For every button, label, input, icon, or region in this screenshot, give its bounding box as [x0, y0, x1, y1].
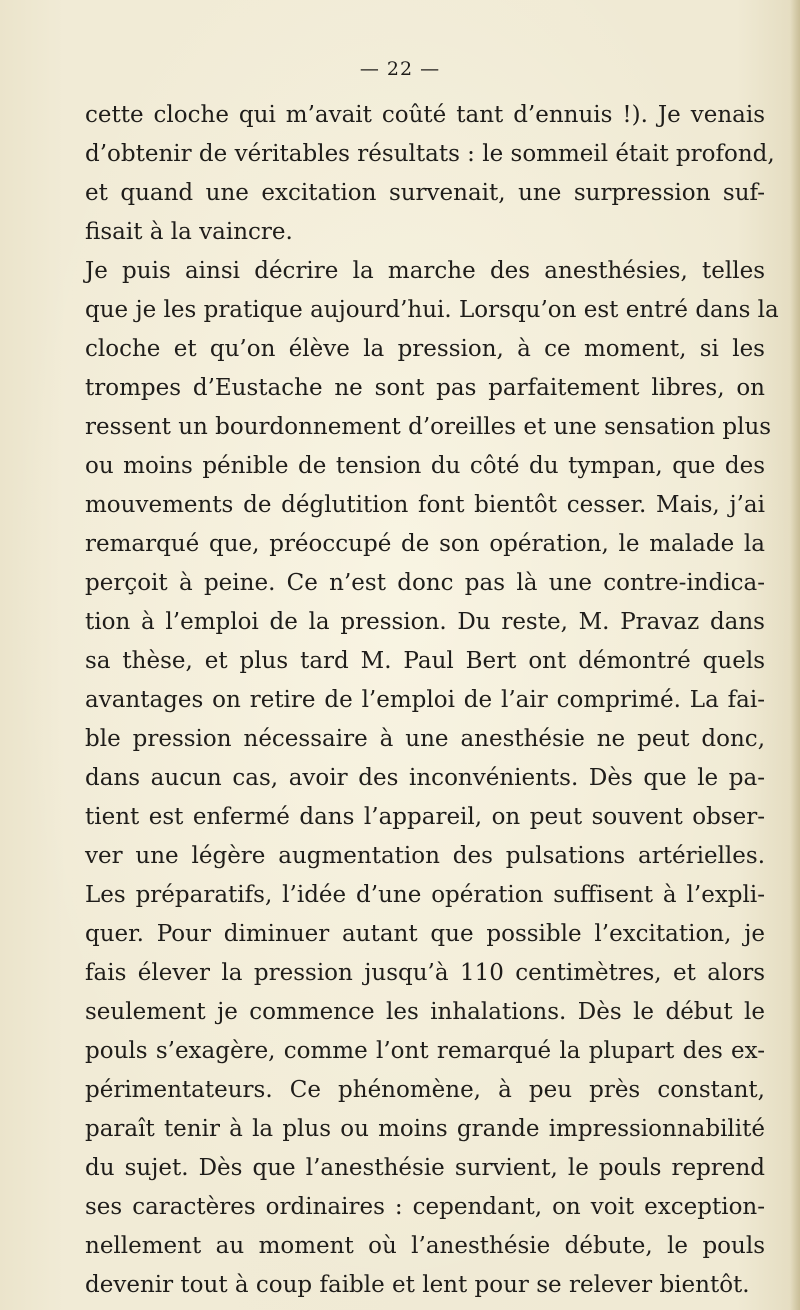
text-line: pouls s’exagère, comme l’ont remarqué la plupart des ex- — [85, 1038, 765, 1064]
text-line: Les préparatifs, l’idée d’une opération suffisent à l’expli- — [85, 882, 765, 908]
text-line: mouvements de déglutition font bientôt cesser. Mais, j’ai — [85, 492, 765, 518]
text-line: que je les pratique aujourd’hui. Lorsqu’on est entré dans la — [85, 297, 779, 323]
body-text — [85, 96, 779, 1305]
text-line: dans aucun cas, avoir des inconvénients. Dès que le pa- — [85, 765, 765, 791]
text-line: du sujet. Dès que l’anesthésie survient, le pouls reprend — [85, 1155, 765, 1181]
text-line: cette cloche qui m’avait coûté tant d’ennuis !). Je venais — [85, 102, 765, 128]
text-line: ble pression nécessaire à une anesthésie ne peut donc, — [85, 726, 765, 752]
page-number: — 22 — — [359, 58, 441, 80]
text-line: fais élever la pression jusqu’à 110 centimètres, et alors — [85, 960, 765, 986]
text-line: devenir tout à coup faible et lent pour se relever bientôt. — [85, 1272, 750, 1298]
text-line: avantages on retire de l’emploi de l’air comprimé. La fai- — [85, 687, 765, 713]
text-line: cloche et qu’on élève la pression, à ce moment, si les — [85, 336, 765, 362]
text-line: tion à l’emploi de la pression. Du reste, M. Pravaz dans — [85, 609, 765, 635]
text-line: ver une légère augmentation des pulsations artérielles. — [85, 843, 765, 869]
text-line: remarqué que, préoccupé de son opération, le malade la — [85, 531, 765, 557]
text-line: fisait à la vaincre. — [85, 219, 293, 245]
text-line: quer. Pour diminuer autant que possible l’excitation, je — [85, 921, 765, 947]
text-line: seulement je commence les inhalations. Dès le début le — [85, 999, 765, 1025]
text-line: périmentateurs. Ce phénomène, à peu près constant, — [85, 1077, 765, 1103]
text-line: paraît tenir à la plus ou moins grande impressionnabilité — [85, 1116, 765, 1142]
page-edge-shadow — [790, 0, 800, 1310]
text-line: ressent un bourdonnement d’oreilles et une sensation plus — [85, 414, 772, 440]
text-line: ses caractères ordinaires : cependant, on voit exception- — [85, 1194, 765, 1220]
text-line: ou moins pénible de tension du côté du tympan, que des — [85, 453, 765, 479]
text-line: sa thèse, et plus tard M. Paul Bert ont démontré quels — [85, 648, 765, 674]
text-line: et quand une excitation survenait, une surpression suf- — [85, 180, 765, 206]
text-line: d’obtenir de véritables résultats : le sommeil était profond, — [85, 141, 775, 167]
text-line: nellement au moment où l’anesthésie débute, le pouls — [85, 1233, 765, 1259]
text-line: trompes d’Eustache ne sont pas parfaitement libres, on — [85, 375, 765, 401]
text-line: tient est enfermé dans l’appareil, on peut souvent obser- — [85, 804, 765, 830]
text-line: perçoit à peine. Ce n’est donc pas là une contre-indica- — [85, 570, 765, 596]
paragraph-start-line: Je puis ainsi décrire la marche des anesthésies, telles — [85, 258, 765, 284]
